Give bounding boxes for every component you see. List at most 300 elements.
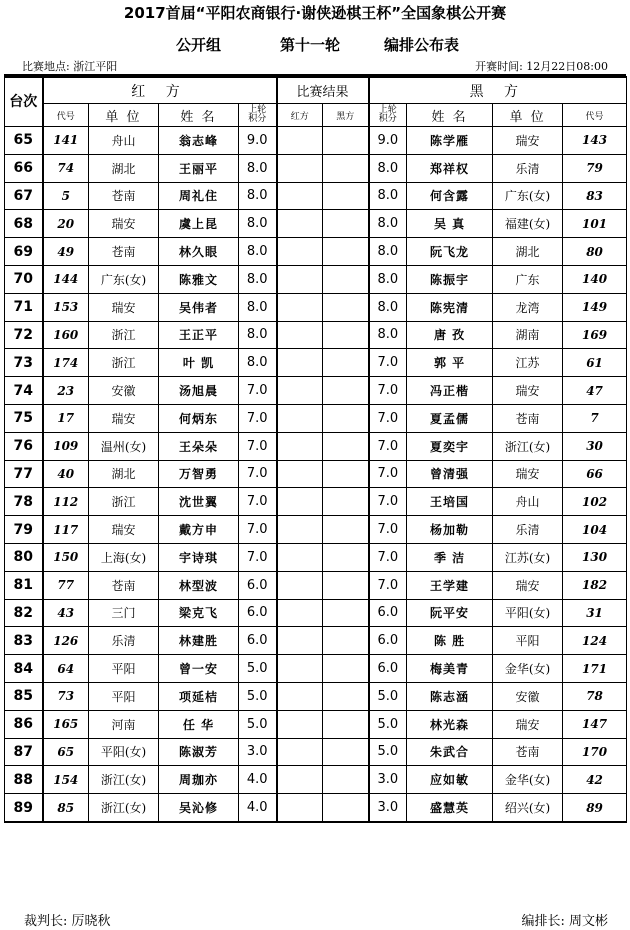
red-name-cell: 陈淑芳 [159,738,239,766]
black-name-cell: 阮飞龙 [407,238,493,266]
black-prev-score-cell: 7.0 [369,571,407,599]
black-code-cell: 101 [563,210,627,238]
result-red-cell [277,571,323,599]
result-red-cell [277,321,323,349]
black-name-cell: 陈振宇 [407,265,493,293]
black-prev-score-cell: 3.0 [369,766,407,794]
black-unit-cell: 平阳 [493,627,563,655]
table-row [5,655,627,683]
table-row [5,599,627,627]
table-row [5,265,627,293]
result-red-cell [277,655,323,683]
red-prev-score-cell: 7.0 [239,488,277,516]
black-code-cell: 61 [563,349,627,377]
black-code-cell: 78 [563,682,627,710]
red-unit-cell: 湖北 [89,154,159,182]
black-name-cell: 曾清强 [407,460,493,488]
result-red-cell [277,127,323,155]
red-name-cell: 林久眼 [159,238,239,266]
result-black-cell [323,182,369,210]
red-name-cell: 万智勇 [159,460,239,488]
red-unit-cell: 湖北 [89,460,159,488]
red-code-cell: 5 [43,182,89,210]
prev-score-label-1: 上轮 [378,105,397,115]
black-side-header: 黑 方 [369,77,627,104]
red-name-cell: 翁志峰 [159,127,239,155]
black-name-cell: 杨加勒 [407,516,493,544]
black-code-cell: 31 [563,599,627,627]
prev-score-label-2: 积分 [248,114,267,124]
black-name-cell: 陈学雁 [407,127,493,155]
black-name-cell: 何含露 [407,182,493,210]
black-prev-score-header [369,104,407,127]
red-prev-score-cell: 6.0 [239,571,277,599]
red-unit-cell: 舟山 [89,127,159,155]
result-red-cell [277,710,323,738]
red-code-cell: 77 [43,571,89,599]
black-prev-score-cell: 8.0 [369,321,407,349]
red-code-cell: 154 [43,766,89,794]
black-prev-score-cell: 7.0 [369,543,407,571]
red-code-cell: 49 [43,238,89,266]
black-prev-score-cell: 6.0 [369,655,407,683]
red-unit-cell: 浙江(女) [89,766,159,794]
red-prev-score-cell: 7.0 [239,516,277,544]
chief-referee: 裁判长: 厉晓秋 [24,914,111,929]
result-red-cell [277,154,323,182]
red-prev-score-cell: 9.0 [239,127,277,155]
result-red-cell [277,682,323,710]
table-number-cell: 74 [5,377,43,405]
black-unit-cell: 龙湾 [493,293,563,321]
black-unit-cell: 乐清 [493,516,563,544]
red-prev-score-cell: 7.0 [239,543,277,571]
result-black-cell [323,516,369,544]
black-name-cell: 唐 孜 [407,321,493,349]
black-prev-score-cell: 5.0 [369,710,407,738]
table-number-cell: 65 [5,127,43,155]
table-row [5,627,627,655]
red-unit-cell: 温州(女) [89,432,159,460]
black-code-cell: 124 [563,627,627,655]
table-number-cell: 69 [5,238,43,266]
red-prev-score-cell: 6.0 [239,627,277,655]
red-code-header: 代号 [43,104,89,127]
red-prev-score-cell: 8.0 [239,349,277,377]
red-name-cell: 任 华 [159,710,239,738]
black-prev-score-cell: 6.0 [369,627,407,655]
black-code-cell: 42 [563,766,627,794]
table-row [5,543,627,571]
result-red-cell [277,404,323,432]
table-row [5,710,627,738]
red-code-cell: 112 [43,488,89,516]
black-unit-cell: 苍南 [493,404,563,432]
result-red-cell [277,766,323,794]
black-code-cell: 143 [563,127,627,155]
result-red-cell [277,543,323,571]
result-black-cell [323,238,369,266]
black-code-cell: 182 [563,571,627,599]
result-red-cell [277,460,323,488]
red-prev-score-cell: 6.0 [239,599,277,627]
table-row [5,154,627,182]
black-prev-score-cell: 8.0 [369,265,407,293]
black-name-cell: 朱武合 [407,738,493,766]
table-row [5,321,627,349]
result-black-cell [323,349,369,377]
black-prev-score-cell: 6.0 [369,599,407,627]
result-black-cell [323,377,369,405]
result-red-header: 红方 [277,104,323,127]
red-code-cell: 20 [43,210,89,238]
red-unit-cell: 平阳 [89,682,159,710]
red-unit-cell: 瑞安 [89,404,159,432]
red-name-cell: 沈世翼 [159,488,239,516]
table-row [5,460,627,488]
red-name-cell: 王朵朵 [159,432,239,460]
result-red-cell [277,599,323,627]
table-number-cell: 83 [5,627,43,655]
red-name-cell: 戴方申 [159,516,239,544]
table-row [5,794,627,822]
result-black-cell [323,766,369,794]
black-code-cell: 89 [563,794,627,822]
header-row-1 [5,77,627,104]
red-code-cell: 126 [43,627,89,655]
red-name-cell: 曾一安 [159,655,239,683]
table-number-cell: 87 [5,738,43,766]
black-prev-score-cell: 8.0 [369,154,407,182]
document-title: 2017首届“平阳农商银行·谢侠逊棋王杯”全国象棋公开赛 [123,4,507,22]
round-label: 第十一轮 [280,36,341,54]
red-code-cell: 23 [43,377,89,405]
table-row [5,210,627,238]
black-code-cell: 171 [563,655,627,683]
table-number-cell: 81 [5,571,43,599]
result-black-cell [323,404,369,432]
result-red-cell [277,349,323,377]
result-red-cell [277,293,323,321]
result-black-cell [323,432,369,460]
table-row [5,377,627,405]
black-name-cell: 阮平安 [407,599,493,627]
black-code-cell: 170 [563,738,627,766]
black-code-cell: 30 [563,432,627,460]
red-prev-score-cell: 8.0 [239,154,277,182]
red-prev-score-cell: 7.0 [239,377,277,405]
result-red-cell [277,627,323,655]
red-name-cell: 梁克飞 [159,599,239,627]
table-number-cell: 86 [5,710,43,738]
black-unit-cell: 金华(女) [493,655,563,683]
black-code-cell: 7 [563,404,627,432]
pairing-table [4,76,627,823]
black-code-header: 代号 [563,104,627,127]
table-number-cell: 72 [5,321,43,349]
table-number-cell: 66 [5,154,43,182]
result-black-cell [323,488,369,516]
prev-score-label-1: 上轮 [248,105,267,115]
red-code-cell: 165 [43,710,89,738]
black-name-cell: 梅美青 [407,655,493,683]
red-code-cell: 17 [43,404,89,432]
result-black-cell [323,265,369,293]
arranger: 编排长: 周文彬 [521,914,608,929]
black-name-cell: 吴 真 [407,210,493,238]
red-code-cell: 43 [43,599,89,627]
black-name-cell: 应如敏 [407,766,493,794]
table-row [5,516,627,544]
black-unit-cell: 乐清 [493,154,563,182]
red-name-cell: 虞上昆 [159,210,239,238]
black-unit-cell: 舟山 [493,488,563,516]
black-code-cell: 130 [563,543,627,571]
venue-text: 比赛地点: 浙江平阳 [22,60,118,73]
table-number-cell: 80 [5,543,43,571]
black-unit-cell: 浙江(女) [493,432,563,460]
result-red-cell [277,210,323,238]
black-name-cell: 陈 胜 [407,627,493,655]
red-prev-score-cell: 8.0 [239,265,277,293]
red-unit-header: 单 位 [89,104,159,127]
red-name-header: 姓 名 [159,104,239,127]
black-prev-score-cell: 7.0 [369,460,407,488]
header-row-2 [5,104,627,127]
table-number-cell: 77 [5,460,43,488]
red-name-cell: 王正平 [159,321,239,349]
red-unit-cell: 浙江 [89,349,159,377]
black-code-cell: 169 [563,321,627,349]
red-name-cell: 王丽平 [159,154,239,182]
table-number-cell: 79 [5,516,43,544]
black-unit-cell: 苍南 [493,738,563,766]
black-name-cell: 冯正楷 [407,377,493,405]
black-name-cell: 季 洁 [407,543,493,571]
red-unit-cell: 瑞安 [89,210,159,238]
result-red-cell [277,238,323,266]
result-red-cell [277,182,323,210]
red-unit-cell: 平阳(女) [89,738,159,766]
red-unit-cell: 瑞安 [89,293,159,321]
result-black-cell [323,599,369,627]
table-row [5,404,627,432]
red-prev-score-cell: 8.0 [239,210,277,238]
result-black-cell [323,794,369,822]
result-black-cell [323,210,369,238]
red-name-cell: 陈雅文 [159,265,239,293]
red-unit-cell: 广东(女) [89,265,159,293]
result-header: 比赛结果 [277,77,369,104]
black-name-cell: 盛慧英 [407,794,493,822]
table-number-cell: 89 [5,794,43,822]
red-name-cell: 宇诗琪 [159,543,239,571]
black-unit-cell: 广东 [493,265,563,293]
result-black-cell [323,321,369,349]
black-unit-cell: 瑞安 [493,127,563,155]
red-unit-cell: 苍南 [89,571,159,599]
red-name-cell: 何炳东 [159,404,239,432]
result-black-cell [323,154,369,182]
black-unit-cell: 安徽 [493,682,563,710]
red-code-cell: 160 [43,321,89,349]
red-prev-score-cell: 4.0 [239,794,277,822]
table-number-cell: 68 [5,210,43,238]
black-unit-cell: 瑞安 [493,377,563,405]
red-code-cell: 40 [43,460,89,488]
black-name-cell: 陈志涵 [407,682,493,710]
red-unit-cell: 苍南 [89,238,159,266]
red-unit-cell: 平阳 [89,655,159,683]
red-prev-score-cell: 8.0 [239,321,277,349]
black-prev-score-cell: 9.0 [369,127,407,155]
red-prev-score-cell: 4.0 [239,766,277,794]
table-row [5,238,627,266]
black-unit-cell: 瑞安 [493,460,563,488]
table-row [5,432,627,460]
result-black-cell [323,655,369,683]
result-black-cell [323,460,369,488]
black-prev-score-cell: 7.0 [369,488,407,516]
result-red-cell [277,794,323,822]
result-red-cell [277,265,323,293]
result-red-cell [277,516,323,544]
black-code-cell: 140 [563,265,627,293]
table-number-cell: 84 [5,655,43,683]
red-code-cell: 174 [43,349,89,377]
black-code-cell: 79 [563,154,627,182]
table-number-cell: 71 [5,293,43,321]
black-prev-score-cell: 7.0 [369,516,407,544]
table-row [5,682,627,710]
result-black-cell [323,710,369,738]
red-prev-score-cell: 7.0 [239,432,277,460]
red-code-cell: 74 [43,154,89,182]
red-side-header: 红 方 [43,77,277,104]
red-code-cell: 65 [43,738,89,766]
result-red-cell [277,432,323,460]
table-no-header: 台次 [5,77,43,127]
black-prev-score-cell: 7.0 [369,432,407,460]
red-unit-cell: 三门 [89,599,159,627]
black-unit-cell: 福建(女) [493,210,563,238]
red-name-cell: 周珈亦 [159,766,239,794]
black-name-cell: 夏孟儒 [407,404,493,432]
black-name-cell: 王培国 [407,488,493,516]
black-unit-cell: 瑞安 [493,710,563,738]
black-prev-score-cell: 8.0 [369,210,407,238]
table-number-cell: 67 [5,182,43,210]
group-label: 公开组 [176,36,222,54]
black-prev-score-cell: 7.0 [369,404,407,432]
red-unit-cell: 苍南 [89,182,159,210]
table-number-cell: 88 [5,766,43,794]
result-black-cell [323,293,369,321]
black-prev-score-cell: 8.0 [369,293,407,321]
red-name-cell: 汤旭晨 [159,377,239,405]
black-name-cell: 王学建 [407,571,493,599]
table-number-cell: 78 [5,488,43,516]
black-code-cell: 104 [563,516,627,544]
red-code-cell: 141 [43,127,89,155]
red-prev-score-cell: 5.0 [239,710,277,738]
result-black-header: 黑方 [323,104,369,127]
result-black-cell [323,682,369,710]
red-name-cell: 周礼住 [159,182,239,210]
black-code-cell: 66 [563,460,627,488]
red-prev-score-cell: 7.0 [239,404,277,432]
table-number-cell: 76 [5,432,43,460]
black-prev-score-cell: 3.0 [369,794,407,822]
red-unit-cell: 上海(女) [89,543,159,571]
black-code-cell: 149 [563,293,627,321]
result-black-cell [323,127,369,155]
black-unit-cell: 绍兴(女) [493,794,563,822]
result-black-cell [323,571,369,599]
red-name-cell: 吴沁修 [159,794,239,822]
red-unit-cell: 河南 [89,710,159,738]
result-red-cell [277,488,323,516]
red-code-cell: 150 [43,543,89,571]
red-unit-cell: 乐清 [89,627,159,655]
red-prev-score-cell: 7.0 [239,460,277,488]
black-name-cell: 陈宪清 [407,293,493,321]
table-number-cell: 85 [5,682,43,710]
doc-type-label: 编排公布表 [384,36,460,54]
black-prev-score-cell: 5.0 [369,682,407,710]
black-code-cell: 147 [563,710,627,738]
table-number-cell: 73 [5,349,43,377]
table-number-cell: 75 [5,404,43,432]
result-red-cell [277,738,323,766]
black-unit-header: 单 位 [493,104,563,127]
black-unit-cell: 瑞安 [493,571,563,599]
black-name-cell: 郭 平 [407,349,493,377]
table-row [5,571,627,599]
black-unit-cell: 平阳(女) [493,599,563,627]
table-number-cell: 70 [5,265,43,293]
red-unit-cell: 浙江(女) [89,794,159,822]
black-name-cell: 夏奕宇 [407,432,493,460]
red-unit-cell: 安徽 [89,377,159,405]
table-row [5,349,627,377]
prev-score-label-2: 积分 [378,114,397,124]
black-unit-cell: 广东(女) [493,182,563,210]
result-red-cell [277,377,323,405]
red-code-cell: 144 [43,265,89,293]
black-prev-score-cell: 7.0 [369,349,407,377]
red-prev-score-header [239,104,277,127]
red-prev-score-cell: 8.0 [239,238,277,266]
table-number-cell: 82 [5,599,43,627]
black-unit-cell: 金华(女) [493,766,563,794]
black-name-cell: 林光森 [407,710,493,738]
red-name-cell: 叶 凯 [159,349,239,377]
black-name-header: 姓 名 [407,104,493,127]
result-black-cell [323,543,369,571]
black-name-cell: 郑祥权 [407,154,493,182]
black-prev-score-cell: 7.0 [369,377,407,405]
red-name-cell: 林型波 [159,571,239,599]
black-unit-cell: 江苏 [493,349,563,377]
red-code-cell: 117 [43,516,89,544]
start-time-text: 开赛时间: 12月22日08:00 [475,60,608,73]
result-black-cell [323,738,369,766]
table-row [5,293,627,321]
red-name-cell: 吴伟者 [159,293,239,321]
table-row [5,488,627,516]
table-row [5,766,627,794]
